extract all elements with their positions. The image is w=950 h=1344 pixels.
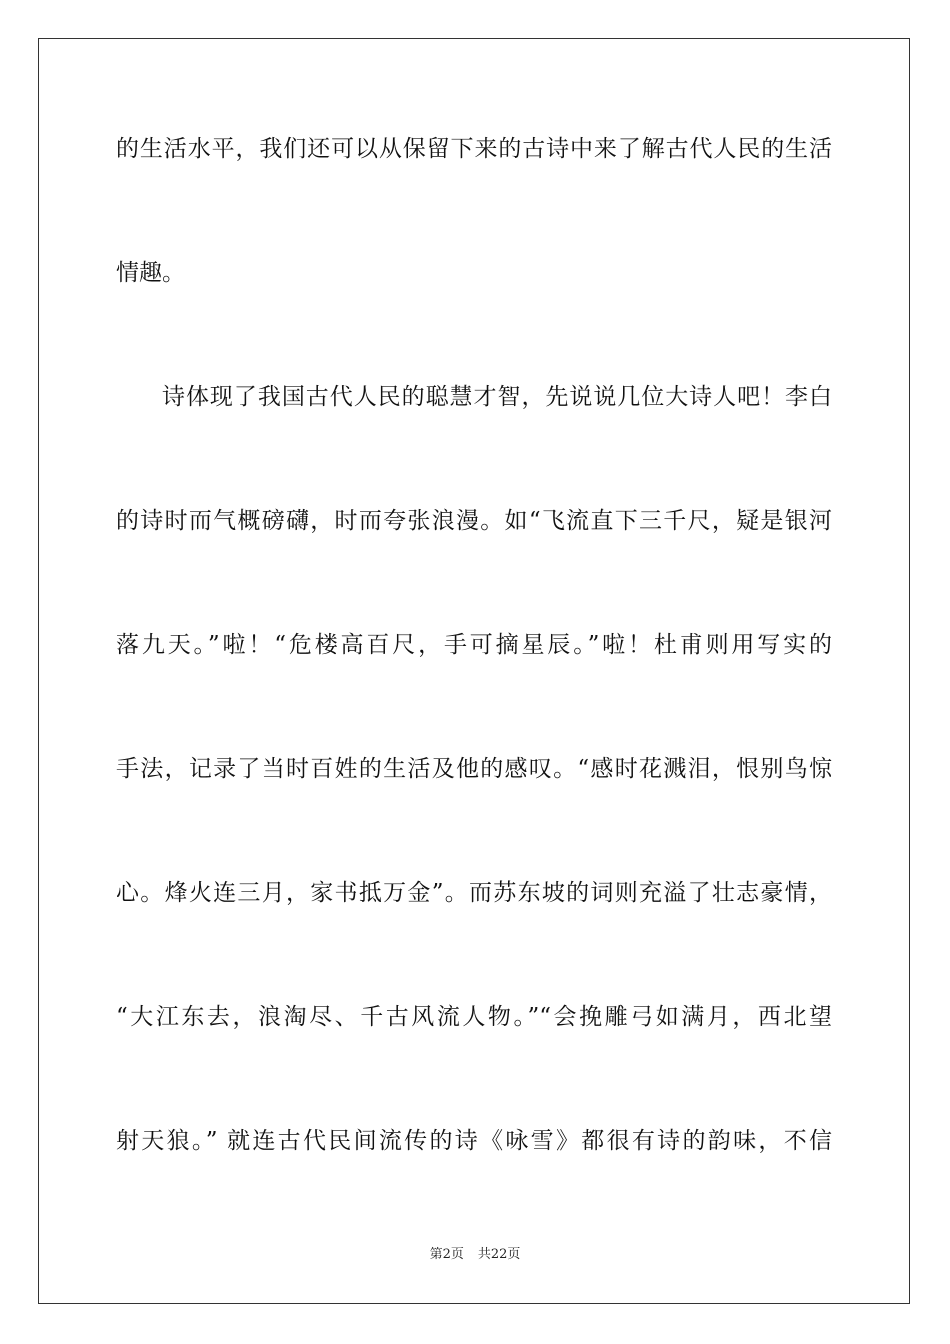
text-line-4: 的诗时而气概磅礴，时而夸张浪漫。如“飞流直下三千尺，疑是银河	[116, 508, 832, 534]
text-line-3: 诗体现了我国古代人民的聪慧才智，先说说几位大诗人吧！李白	[162, 384, 832, 410]
text-line-9: 射天狼。” 就连古代民间流传的诗《咏雪》都很有诗的韵味，不信	[116, 1128, 832, 1154]
text-line-2: 情趣。	[116, 260, 185, 286]
text-line-7: 心。烽火连三月，家书抵万金”。而苏东坡的词则充溢了壮志豪情，	[116, 880, 832, 906]
text-line-8: “大江东去，浪淘尽、千古风流人物。”“会挽雕弓如满月，西北望	[116, 1004, 832, 1030]
text-line-6: 手法，记录了当时百姓的生活及他的感叹。“感时花溅泪，恨别鸟惊	[116, 756, 832, 782]
total-pages: 共22页	[477, 1247, 521, 1262]
text-line-1: 的生活水平，我们还可以从保留下来的古诗中来了解古代人民的生活	[116, 136, 832, 162]
page-border	[38, 38, 910, 1304]
page-number: 第2页	[429, 1247, 464, 1262]
page-footer	[0, 1246, 950, 1264]
text-line-5: 落九天。”啦！“危楼高百尺，手可摘星辰。”啦！杜甫则用写实的	[116, 632, 832, 658]
